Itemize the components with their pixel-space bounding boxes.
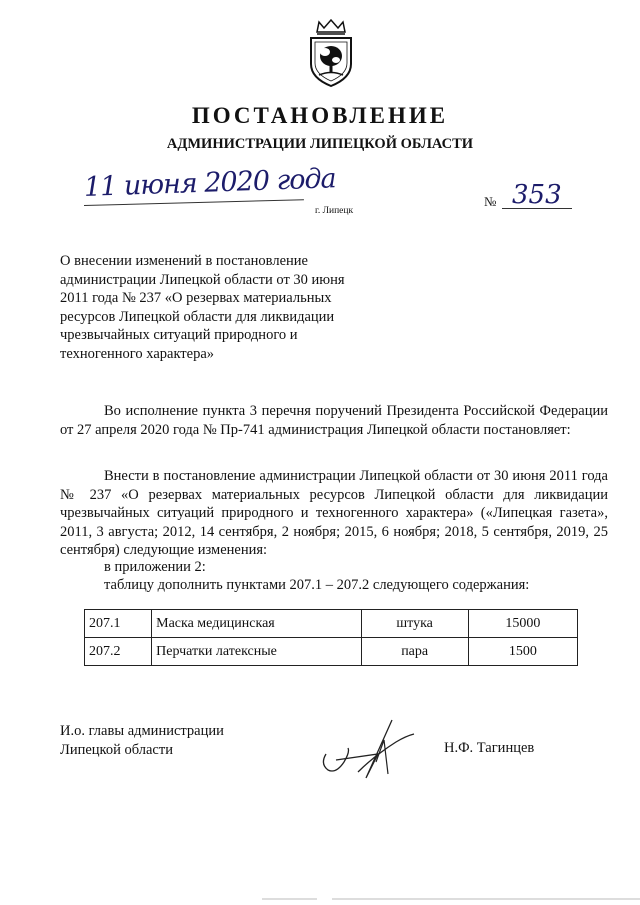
item-number-cell: 207.2 <box>85 638 152 666</box>
subject-line: чрезвычайных ситуаций природного и <box>60 327 298 343</box>
document-title: ПОСТАНОВЛЕНИЕ <box>191 103 449 128</box>
item-quantity-cell: 15000 <box>468 610 577 638</box>
number-underline <box>502 208 572 209</box>
signatory-position <box>60 722 280 759</box>
item-name-cell: Маска медицинская <box>152 610 361 638</box>
item-quantity-cell: 1500 <box>468 638 577 666</box>
city-label: г. Липецк <box>315 206 354 216</box>
subject-block <box>60 252 380 363</box>
document-subtitle: АДМИНИСТРАЦИИ ЛИПЕЦКОЙ ОБЛАСТИ <box>166 136 474 152</box>
amendment-paragraph: Внести в постановление администрации Липецкой области от 30 июня 2011 года № 237 «О резервах материальных ресурсов Липецкой области для ликвидации чрезвычайных ситуаций природного и техногенного характера» («Липецкая газета», 2011, 3 августа; 2012, 14 сентября, 2 ноября; 2015, 6 ноября; 2018, 5 сентября, 2019, 25 сентября) следующие изменения: <box>60 468 608 558</box>
number-sign: № <box>484 194 497 209</box>
item-number-cell: 207.1 <box>85 610 152 638</box>
preamble-paragraph: Во исполнение пункта 3 перечня поручений Президента Российской Федерации от 27 апреля 2020 года № Пр-741 администрация Липецкой области постановляет: <box>60 403 608 438</box>
item-name-cell: Перчатки латексные <box>152 638 361 666</box>
appendix-line: в приложении 2: <box>104 559 206 575</box>
signature-icon <box>318 712 418 782</box>
signatory-name: Н.Ф. Тагинцев <box>444 740 535 756</box>
position-line: Липецкой области <box>60 741 173 758</box>
handwritten-number: 353 <box>512 180 562 210</box>
items-table <box>84 609 578 666</box>
handwritten-date: 11 июня 2020 года <box>83 163 337 203</box>
subject-line: техногенного характера» <box>60 345 215 362</box>
position-line: И.о. главы администрации <box>60 723 224 739</box>
subject-line: ресурсов Липецкой области для ликвидации <box>60 308 335 325</box>
table-intro-line: таблицу дополнить пунктами 207.1 – 207.2 следующего содержания: <box>104 577 530 593</box>
subject-line: 2011 года № 237 «О резервах материальных <box>60 290 332 306</box>
coat-of-arms-icon <box>303 18 359 88</box>
item-unit-cell: штука <box>361 610 468 638</box>
subject-line: О внесении изменений в постановление <box>60 253 308 269</box>
item-unit-cell: пара <box>361 638 468 666</box>
bottom-edge-marks <box>262 898 640 900</box>
table-row <box>85 638 578 666</box>
table-row <box>85 610 578 638</box>
subject-line: администрации Липецкой области от 30 июня <box>60 271 345 288</box>
